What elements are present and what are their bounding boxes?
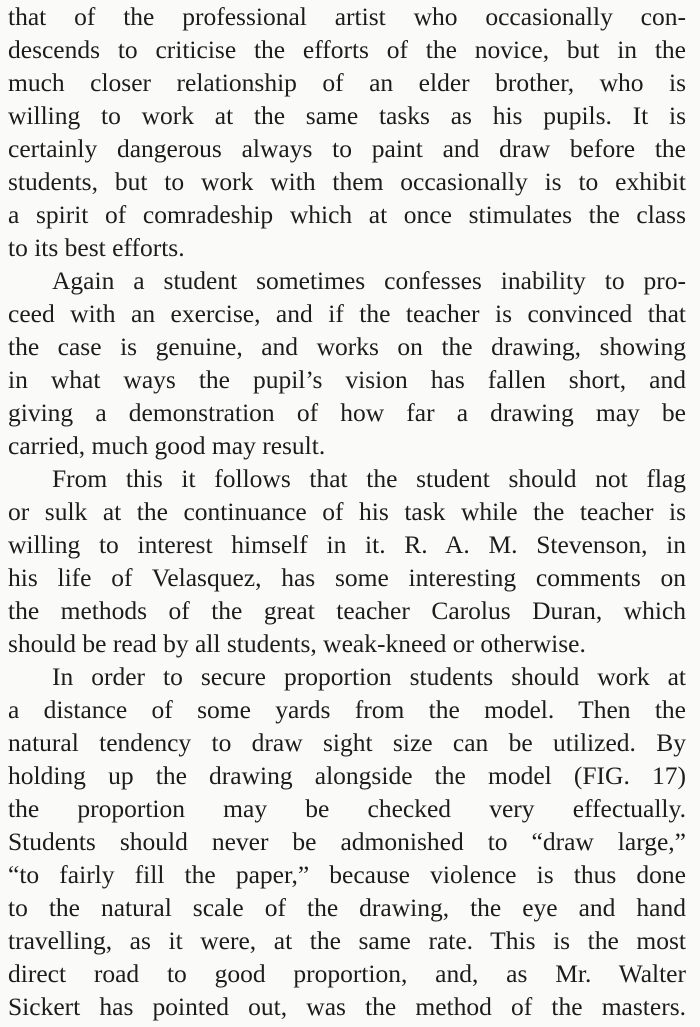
text-line: or sulk at the continuance of his task while the teacher is: [8, 497, 686, 526]
text-line: to the natural scale of the drawing, the eye and hand: [8, 893, 686, 922]
text-line: holding up the drawing alongside the model (FIG. 17): [8, 761, 686, 790]
text-line: Sickert has pointed out, was the method of the masters.: [8, 992, 686, 1021]
text-line: direct road to good proportion, and, as Mr. Walter: [8, 959, 686, 988]
text-line: that of the professional artist who occasionally con-: [8, 2, 686, 31]
text-line: the case is genuine, and works on the drawing, showing: [8, 332, 686, 361]
text-line: certainly dangerous always to paint and draw before the: [8, 134, 686, 163]
text-line: should be read by all students, weak-kneed or otherwise.: [8, 629, 586, 658]
text-line: a distance of some yards from the model. Then the: [8, 695, 686, 724]
text-line: much closer relationship of an elder brother, who is: [8, 68, 686, 97]
text-line: “to fairly fill the paper,” because violence is thus done: [8, 860, 686, 889]
paragraph-start-line: From this it follows that the student should not flag: [52, 464, 686, 493]
text-line: carried, much good may result.: [8, 431, 326, 460]
text-line: travelling, as it were, at the same rate. This is the most: [8, 926, 686, 955]
text-line: students, but to work with them occasionally is to exhibit: [8, 167, 686, 196]
text-line: giving a demonstration of how far a drawing may be: [8, 398, 686, 427]
text-line: ceed with an exercise, and if the teacher is convinced that: [8, 299, 686, 328]
text-line: to its best efforts.: [8, 233, 185, 262]
paragraph-start-line: Again a student sometimes confesses inability to pro-: [52, 266, 686, 295]
text-line: in what ways the pupil’s vision has fallen short, and: [8, 365, 686, 394]
paragraph-start-line: In order to secure proportion students should work at: [52, 662, 686, 691]
text-line: willing to work at the same tasks as his pupils. It is: [8, 101, 686, 130]
text-line: the proportion may be checked very effectually.: [8, 794, 686, 823]
text-line: the methods of the great teacher Carolus Duran, which: [8, 596, 686, 625]
book-page: [8, 0, 686, 1027]
text-line: his life of Velasquez, has some interesting comments on: [8, 563, 686, 592]
text-line: Students should never be admonished to “draw large,”: [8, 827, 686, 856]
text-line: a spirit of comradeship which at once stimulates the class: [8, 200, 686, 229]
text-line: descends to criticise the efforts of the novice, but in the: [8, 35, 686, 64]
text-line: natural tendency to draw sight size can be utilized. By: [8, 728, 686, 757]
text-line: willing to interest himself in it. R. A. M. Stevenson, in: [8, 530, 686, 559]
